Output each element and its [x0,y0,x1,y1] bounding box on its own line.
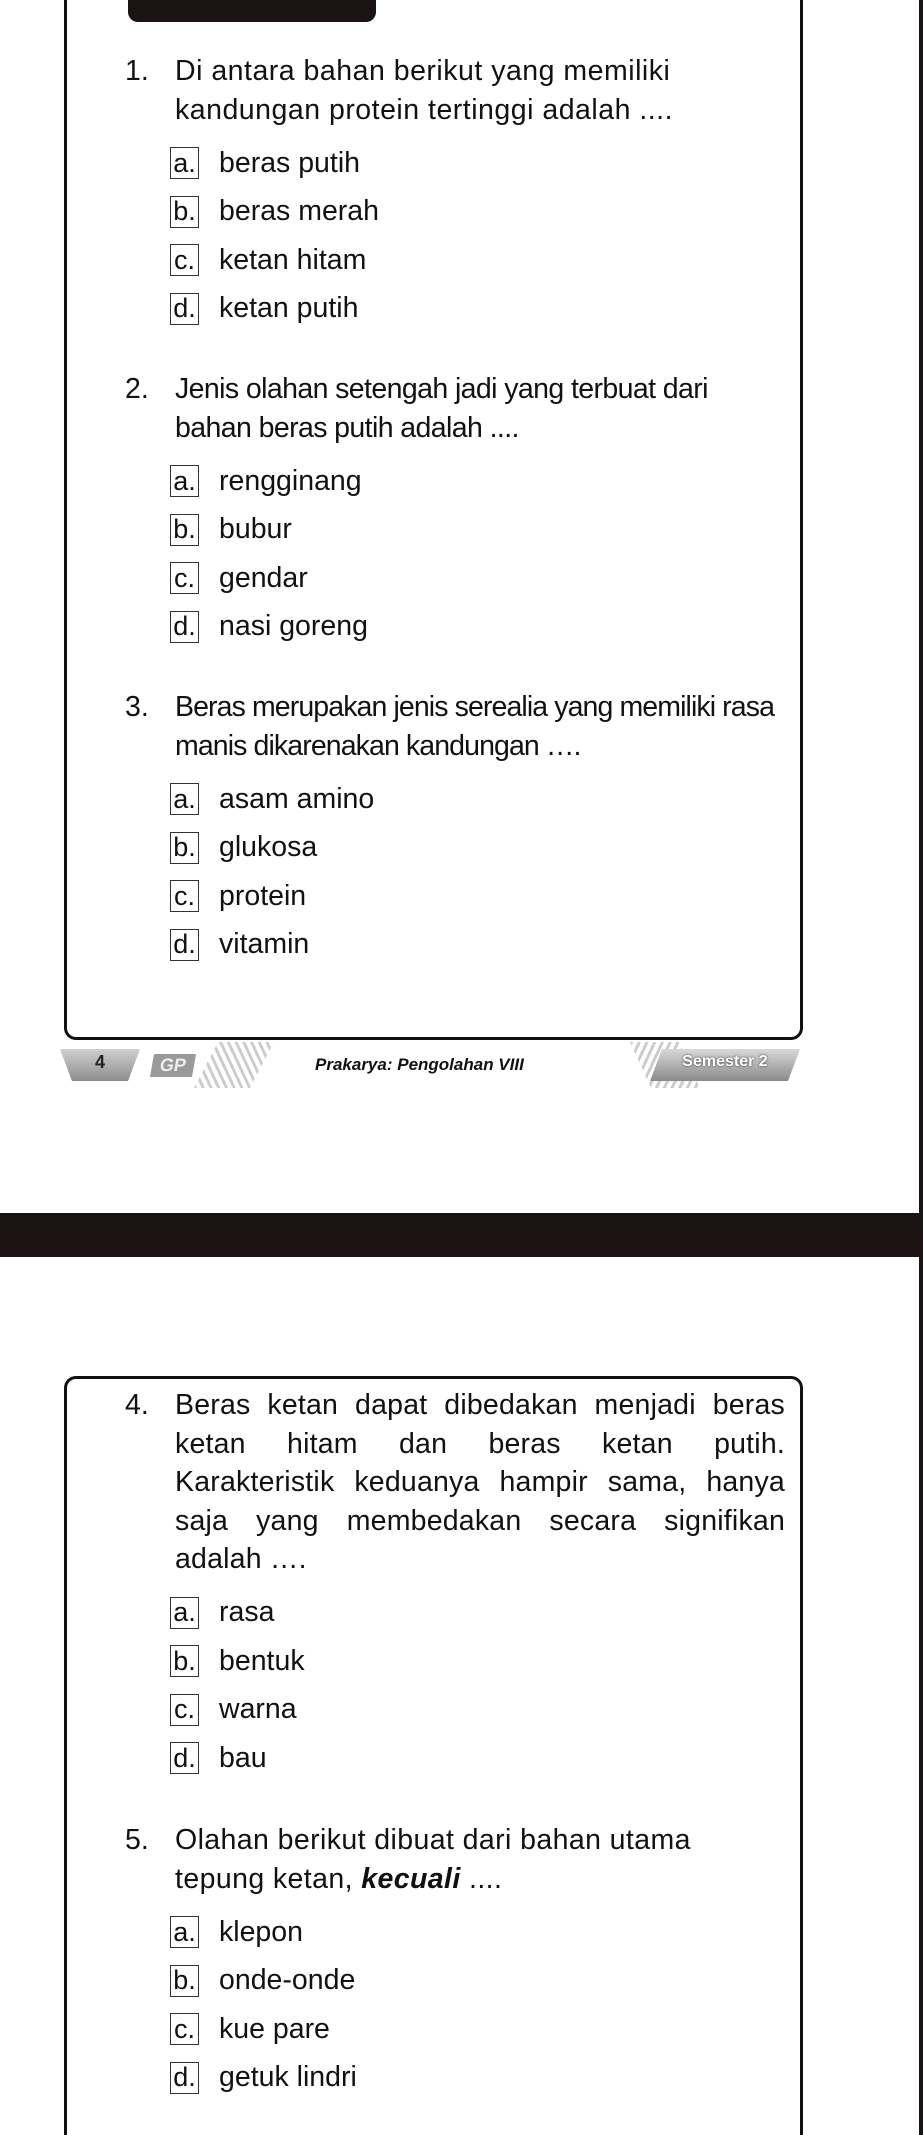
option-letter: d. [170,293,199,325]
option-text: getuk lindri [219,2061,357,2094]
option-text: rengginang [219,464,362,497]
page-footer [60,1040,820,1090]
question-number: 5. [125,1824,149,1856]
option-text: rasa [219,1596,275,1629]
option-letter: a. [170,783,199,815]
option-d[interactable] [170,603,785,652]
question-5 [125,1821,785,2102]
option-text: kue pare [219,2012,330,2045]
option-letter: a. [170,1916,199,1948]
page-edge [919,0,923,2135]
question-number: 4. [125,1389,149,1421]
option-a[interactable] [170,457,785,506]
option-c[interactable] [170,2005,785,2054]
option-text: beras merah [219,195,379,228]
option-d[interactable] [170,285,785,334]
semester-label: Semester 2 [682,1053,768,1070]
option-letter: d. [170,1742,199,1774]
option-c[interactable] [170,554,785,603]
option-letter: b. [170,196,199,228]
option-letter: c. [170,2013,199,2045]
option-letter: c. [170,1694,199,1726]
option-d[interactable] [170,2054,785,2103]
section-title-tab [128,0,376,22]
option-text: warna [219,1693,297,1726]
option-letter: b. [170,1645,199,1677]
book-title: Prakarya: Pengolahan VIII [315,1055,524,1074]
question-text-start: Olahan berikut dibuat dari bahan utama tepung ketan, [175,1824,691,1895]
option-text: onde-onde [219,1964,356,1997]
option-a[interactable] [170,139,785,188]
option-letter: c. [170,880,199,912]
question-text [175,1821,785,1898]
option-text: nasi goreng [219,610,368,643]
option-d[interactable] [170,921,785,970]
question-number: 3. [125,691,149,723]
option-text: beras putih [219,146,361,179]
option-letter: a. [170,147,199,179]
option-letter: d. [170,2062,199,2094]
option-c[interactable] [170,236,785,285]
question-1 [125,52,785,333]
option-letter: c. [170,562,199,594]
option-text: vitamin [219,928,310,961]
question-3 [125,688,785,969]
option-b[interactable] [170,824,785,873]
question-4 [125,1386,785,1783]
question-text: Beras ketan dapat dibedakan menjadi beras ketan hitam dan beras ketan putih. Karakteristik keduanya hampir sama, hanya saja yang membedakan secara signifikan adalah …. [175,1389,785,1575]
option-letter: b. [170,832,199,864]
option-c[interactable] [170,872,785,921]
option-text: protein [219,879,307,912]
option-a[interactable] [170,775,785,824]
option-letter: d. [170,611,199,643]
publisher-logo: GP [150,1054,196,1077]
option-c[interactable] [170,1686,785,1735]
option-text: ketan hitam [219,243,367,276]
option-b[interactable] [170,188,785,237]
option-a[interactable] [170,1589,785,1638]
option-b[interactable] [170,1957,785,2006]
option-text: klepon [219,1915,303,1948]
option-text: gendar [219,561,308,594]
question-text: Beras merupakan jenis serealia yang memiliki rasa manis dikarenakan kandungan …. [175,691,775,762]
option-b[interactable] [170,506,785,555]
page-number: 4 [94,1052,105,1072]
question-number: 2. [125,373,149,405]
option-letter: b. [170,1965,199,1997]
option-text: bubur [219,513,292,546]
option-text: bau [219,1741,267,1774]
page-divider-band [0,1213,923,1257]
option-letter: d. [170,929,199,961]
option-d[interactable] [170,1734,785,1783]
option-text: ketan putih [219,292,359,325]
option-letter: a. [170,1597,199,1629]
question-text: Jenis olahan setengah jadi yang terbuat dari bahan beras putih adalah .... [175,373,708,444]
option-text: glukosa [219,831,318,864]
option-text: bentuk [219,1644,305,1677]
option-letter: b. [170,514,199,546]
option-b[interactable] [170,1637,785,1686]
question-text-end: .... [460,1862,503,1895]
question-text: Di antara bahan berikut yang memiliki kandungan protein tertinggi adalah .... [175,55,674,126]
option-letter: a. [170,465,199,497]
question-2 [125,370,785,651]
question-number: 1. [125,55,149,87]
question-text-emphasis: kecuali [361,1862,461,1895]
option-text: asam amino [219,782,375,815]
option-a[interactable] [170,1908,785,1957]
decorative-stripes-left [194,1042,274,1088]
option-letter: c. [170,244,199,276]
